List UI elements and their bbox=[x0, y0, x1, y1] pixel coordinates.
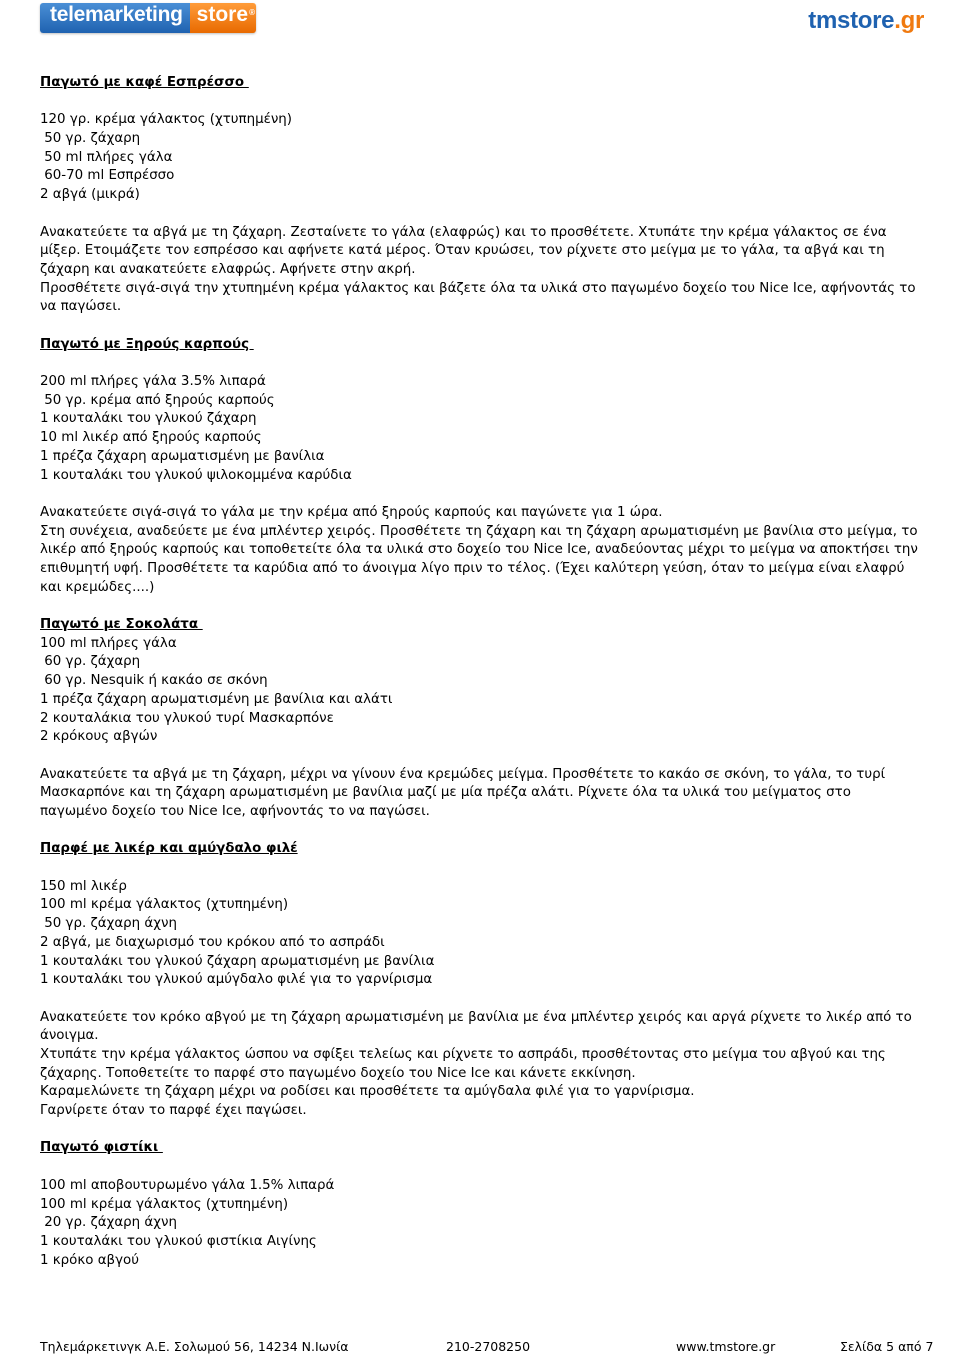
footer-company: Τηλεμάρκετινγκ Α.Ε. Σολωμού 56, 14234 Ν.Ιωνία bbox=[40, 1339, 349, 1354]
spacer bbox=[40, 317, 920, 336]
ingredient-item: 60 γρ. ζάχαρη bbox=[40, 654, 141, 670]
ingredient-item: 1 κουταλάκι του γλυκού ζάχαρη bbox=[40, 411, 257, 427]
ingredient-item: 1 κουταλάκι του γλυκού αμύγδαλο φιλέ για το γαρνίρισμα bbox=[40, 972, 433, 988]
ingredient-item: 20 γρ. ζάχαρη άχνη bbox=[40, 1215, 177, 1231]
ingredient-item: 200 ml πλήρες γάλα 3.5% λιπαρά bbox=[40, 374, 266, 390]
spacer bbox=[40, 93, 920, 112]
recipe-title: Παρφέ με λικέρ και αμύγδαλο φιλέ bbox=[40, 841, 298, 857]
ingredient-item: 1 πρέζα ζάχαρη αρωματισμένη με βανίλια bbox=[40, 448, 325, 464]
brand-tmstore bbox=[808, 7, 924, 34]
logo-text-telemarketing: telemarketing bbox=[40, 3, 190, 33]
telemarketing-store-logo bbox=[40, 3, 256, 33]
ingredient-item: 100 ml πλήρες γάλα bbox=[40, 635, 177, 651]
ingredient-item: 100 ml αποβουτυρωμένο γάλα 1.5% λιπαρά bbox=[40, 1177, 335, 1193]
recipe-title: Παγωτό φιστίκι bbox=[40, 1140, 163, 1156]
ingredient-item: 2 κρόκους αβγών bbox=[40, 729, 158, 745]
brand-name: tmstore bbox=[808, 7, 895, 34]
spacer bbox=[40, 990, 920, 1009]
logo-store-label: store bbox=[196, 3, 249, 26]
instruction-paragraph: Χτυπάτε την κρέμα γάλακτος ώσπου να σφίξει τελείως και ρίχνετε το ασπράδι, προσθέτοντας στο μείγμα του αβγού και της ζάχαρης. Τοποθετείτε το παρφέ στο παγωμένο δοχείο του Nice Ice και κάνετε εκκίνηση. bbox=[40, 1046, 886, 1081]
ingredient-item: 1 πρέζα ζάχαρη αρωματισμένη με βανίλια και αλάτι bbox=[40, 691, 393, 707]
ingredient-item: 60 γρ. Nesquik ή κακάο σε σκόνη bbox=[40, 673, 268, 689]
ingredient-item: 100 ml κρέμα γάλακτος (χτυπημένη) bbox=[40, 1196, 289, 1212]
instruction-paragraph: Ανακατεύετε σιγά-σιγά το γάλα με την κρέμα από ξηρούς καρπούς και παγώνετε για 1 ώρα. bbox=[40, 504, 663, 520]
ingredient-item: 150 ml λικέρ bbox=[40, 878, 127, 894]
ingredient-item: 50 γρ. κρέμα από ξηρούς καρπούς bbox=[40, 392, 275, 408]
spacer bbox=[40, 1121, 920, 1140]
spacer bbox=[40, 1158, 920, 1177]
ingredient-list bbox=[40, 635, 920, 747]
instruction-paragraph: Ανακατεύετε τον κρόκο αβγού με τη ζάχαρη αρωματισμένη με βανίλια με ένα μπλέντερ χειρός και αργά ρίχνετε το λικέρ από το άνοιγμα. bbox=[40, 1009, 912, 1044]
registered-mark: ® bbox=[249, 8, 256, 17]
spacer bbox=[40, 822, 920, 841]
footer-phone: 210-2708250 bbox=[446, 1339, 531, 1354]
footer-page-number: Σελίδα 5 από 7 bbox=[840, 1339, 934, 1354]
brand-domain: .gr bbox=[894, 7, 924, 34]
ingredient-item: 60-70 ml Εσπρέσσο bbox=[40, 168, 175, 184]
instruction-paragraph: Ανακατεύετε τα αβγά με τη ζάχαρη. Ζεσταίνετε το γάλα (ελαφρώς) και το προσθέτετε. Χτυπάτε την κρέμα γάλακτος σε ένα μίξερ. Ετοιμάζετε τον εσπρέσσο και αφήνετε κατά μέρος. Όταν κρυώσει, τον ρίχνετε στο μείγμα με το γάλα, τα αβγά και τη ζάχαρη και ανακατεύετε ελαφρώς. Αφήνετε στην ακρή. bbox=[40, 224, 887, 277]
ingredient-item: 10 ml λικέρ από ξηρούς καρπούς bbox=[40, 430, 262, 446]
ingredient-list bbox=[40, 111, 920, 204]
recipe-section bbox=[40, 1139, 920, 1270]
ingredient-list bbox=[40, 1177, 920, 1270]
ingredient-item: 2 αβγά, με διαχωρισμό του κρόκου από το ασπράδι bbox=[40, 934, 385, 950]
recipe-section bbox=[40, 336, 920, 616]
ingredient-item: 1 κουταλάκι του γλυκού φιστίκια Αιγίνης bbox=[40, 1233, 317, 1249]
recipe-title: Παγωτό με Σοκολάτα bbox=[40, 617, 203, 633]
spacer bbox=[40, 747, 920, 766]
ingredient-item: 2 κουταλάκια του γλυκού τυρί Μασκαρπόνε bbox=[40, 710, 334, 726]
spacer bbox=[40, 205, 920, 224]
ingredient-item: 1 κρόκο αβγού bbox=[40, 1252, 139, 1268]
recipe-section bbox=[40, 840, 920, 1139]
instruction-paragraph: Καραμελώνετε τη ζάχαρη μέχρι να ροδίσει και προσθέτετε τα αμύγδαλα φιλέ για το γαρνίρισμα. bbox=[40, 1084, 695, 1100]
recipe-section bbox=[40, 616, 920, 840]
instruction-paragraph: Ανακατεύετε τα αβγά με τη ζάχαρη, μέχρι να γίνουν ένα κρεμώδες μείγμα. Προσθέτετε το κακάο σε σκόνη, το γάλα, το τυρί Μασκαρπόνε και τη ζάχαρη αρωματισμένη με βανίλια μαζί με μία πρέζα αλάτι. Ρίχνετε όλα τα υλικά του μείγματος στο παγωμένο δοχείο του Nice Ice, αφήνοντάς το να παγώσει. bbox=[40, 766, 886, 819]
instruction-paragraph: Στη συνέχεια, αναδεύετε με ένα μπλέντερ χειρός. Προσθέτετε τη ζάχαρη και τη ζάχαρη αρωματισμένη με βανίλια στο μείγμα, το λικέρ από ξηρούς καρπούς και τοποθετείτε όλα τα υλικά στο δοχείο του Nice Ice, αναδεύοντας μέχρι το μείγμα να αποκτήσει την επιθυμητή υφή. Προσθέτετε τα καρύδια από το άνοιγμα λίγο πριν το τέλος. (Έχει καλύτερη γεύση, όταν το μείγμα είναι ελαφρύ και κρεμώδες....) bbox=[40, 523, 918, 595]
ingredient-list bbox=[40, 373, 920, 485]
logo-text-store bbox=[190, 3, 256, 33]
spacer bbox=[40, 354, 920, 373]
ingredient-item: 1 κουταλάκι του γλυκού ζάχαρη αρωματισμένη με βανίλια bbox=[40, 953, 435, 969]
spacer bbox=[40, 859, 920, 878]
ingredient-item: 100 ml κρέμα γάλακτος (χτυπημένη) bbox=[40, 897, 289, 913]
spacer bbox=[40, 485, 920, 504]
ingredient-list bbox=[40, 878, 920, 990]
ingredient-item: 120 γρ. κρέμα γάλακτος (χτυπημένη) bbox=[40, 112, 293, 128]
recipe-title: Παγωτό με καφέ Εσπρέσσο bbox=[40, 75, 249, 90]
ingredient-item: 1 κουταλάκι του γλυκού ψιλοκομμένα καρύδια bbox=[40, 467, 352, 483]
recipe-title: Παγωτό με Ξηρούς καρπούς bbox=[40, 336, 254, 352]
ingredient-item: 50 γρ. ζάχαρη bbox=[40, 131, 141, 147]
footer-website: www.tmstore.gr bbox=[676, 1339, 776, 1354]
recipe-document bbox=[40, 74, 920, 1270]
instruction-paragraph: Προσθέτετε σιγά-σιγά την χτυπημένη κρέμα γάλακτος και βάζετε όλα τα υλικά στο παγωμένο δοχείο του Nice Ice, αφήνοντάς το να παγώσει. bbox=[40, 280, 916, 315]
page-footer bbox=[0, 1336, 960, 1354]
instruction-paragraph: Γαρνίρετε όταν το παρφέ έχει παγώσει. bbox=[40, 1103, 307, 1119]
spacer bbox=[40, 597, 920, 616]
ingredient-item: 50 γρ. ζάχαρη άχνη bbox=[40, 916, 177, 932]
ingredient-item: 50 ml πλήρες γάλα bbox=[40, 149, 173, 165]
recipe-section bbox=[40, 74, 920, 336]
ingredient-item: 2 αβγά (μικρά) bbox=[40, 187, 140, 203]
